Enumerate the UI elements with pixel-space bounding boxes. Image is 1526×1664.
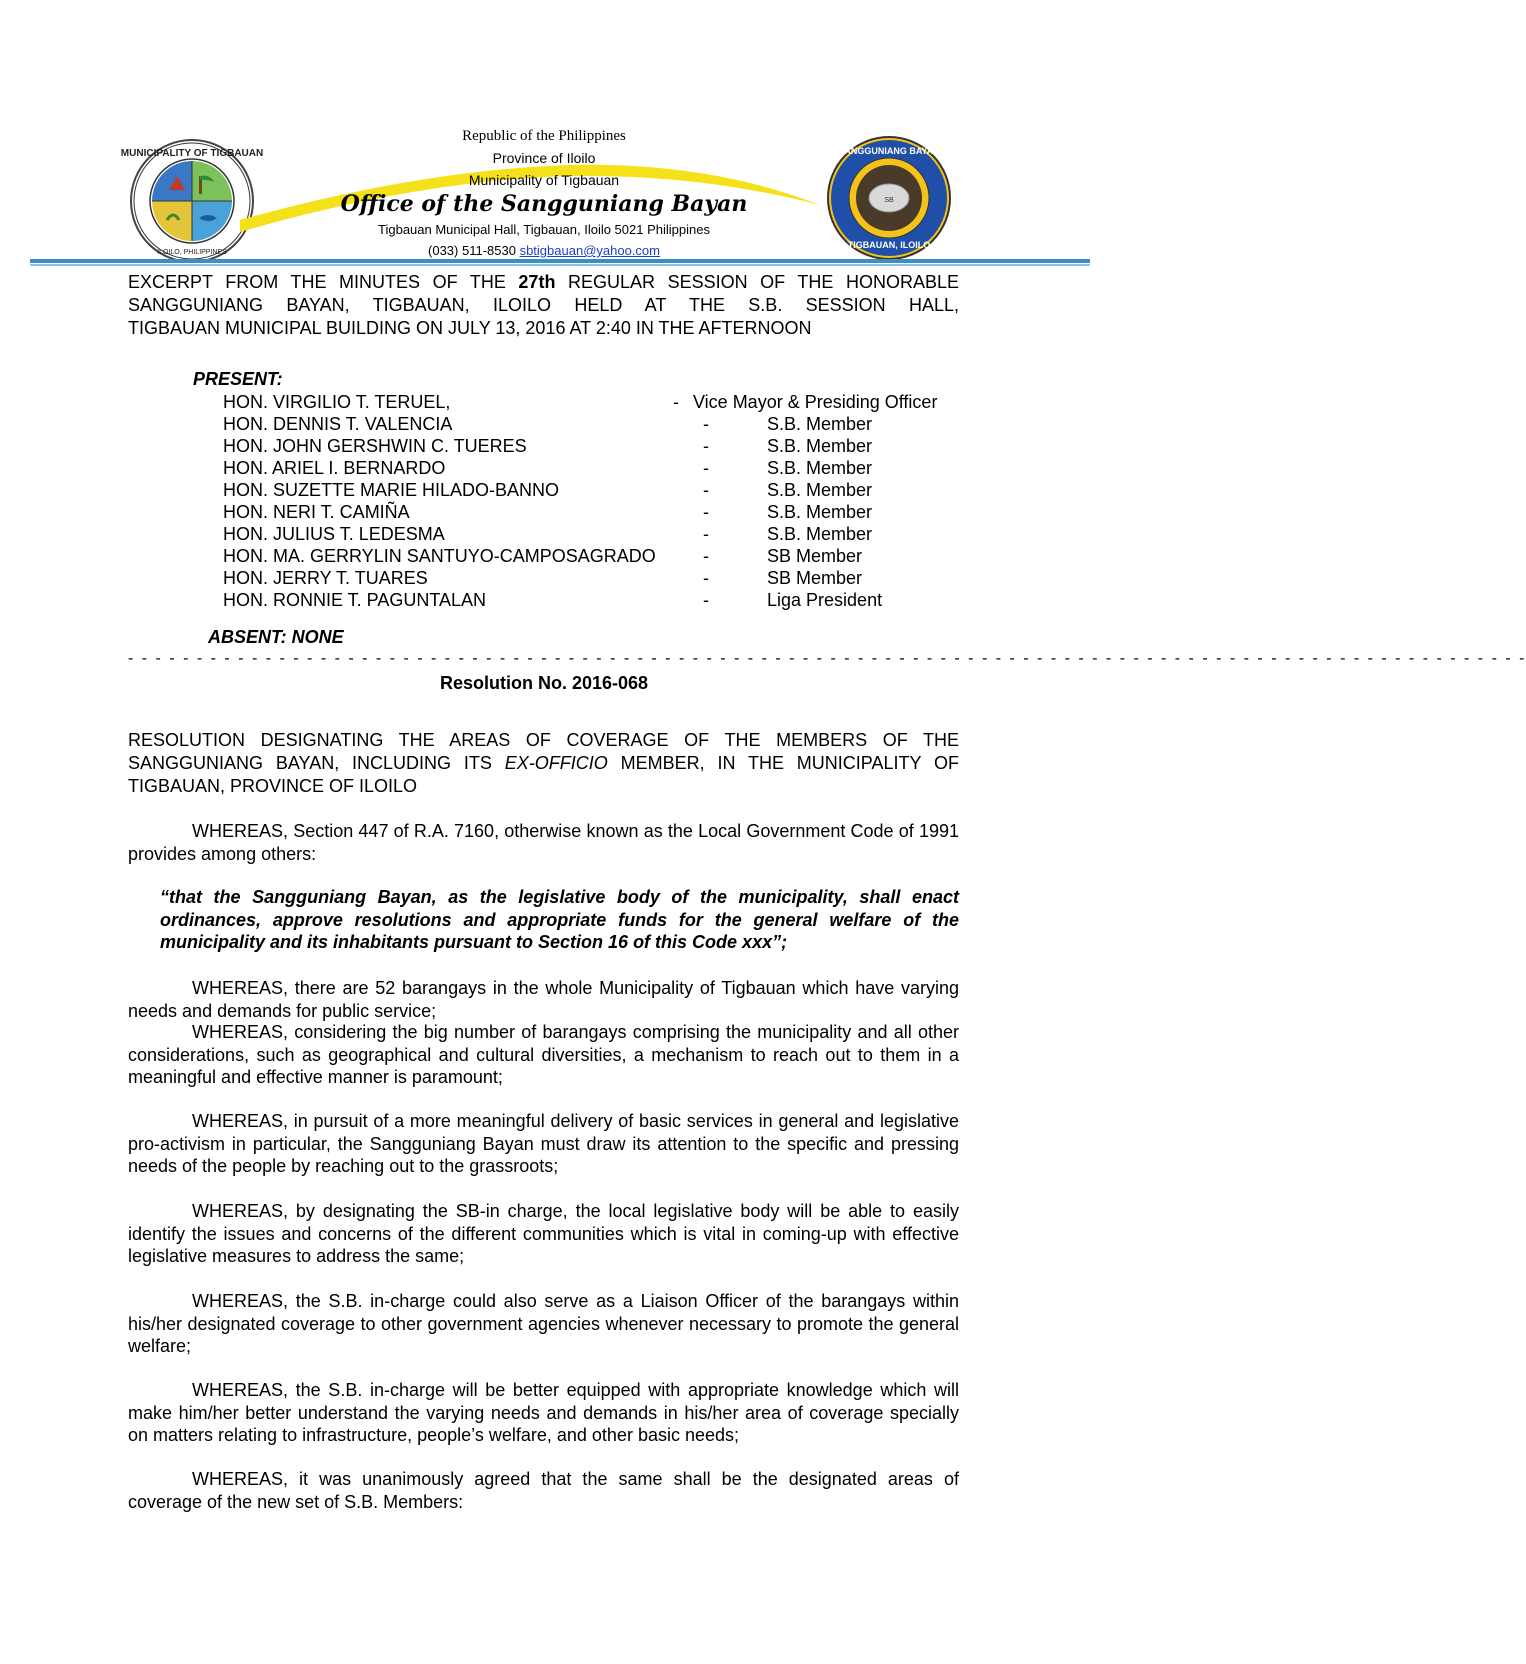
svg-text:SB: SB: [884, 197, 894, 204]
header-phone: (033) 511-8530: [428, 243, 516, 258]
member-role: SB Member: [767, 546, 863, 566]
member-name: HON. ARIEL I. BERNARDO: [223, 458, 446, 478]
member-role: Vice Mayor & Presiding Officer: [693, 392, 938, 412]
excerpt-line-1: [128, 271, 959, 294]
member-role: S.B. Member: [767, 480, 873, 500]
member-name: HON. JULIUS T. LEDESMA: [223, 524, 445, 544]
member-role: S.B. Member: [767, 524, 873, 544]
member-name: HON. JERRY T. TUARES: [223, 568, 428, 588]
svg-text:ILOILO, PHILIPPINES: ILOILO, PHILIPPINES: [157, 249, 227, 256]
member-name: HON. VIRGILIO T. TERUEL,: [223, 392, 451, 412]
resolution-number: Resolution No. 2016-068: [439, 673, 649, 693]
excerpt-line-2: SANGGUNIANG BAYAN, TIGBAUAN, ILOILO HELD AT THE S.B. SESSION HALL,: [128, 295, 959, 315]
member-role: S.B. Member: [767, 458, 873, 478]
dashed-separator: - - - - - - - - - - - - - - - - - - - - - - - - - - - - - - - - - - - - - - - - - - - - - - - - - - - - - - - - - - - - - - - - - - - - - - - - - - - - - - - - - - - - - - - - - - - - - - - - - - - - - -: [128, 650, 1526, 667]
member-dash: -: [703, 546, 709, 566]
member-dash: -: [703, 568, 709, 588]
member-name: HON. DENNIS T. VALENCIA: [223, 414, 453, 434]
member-name: HON. SUZETTE MARIE HILADO-BANNO: [223, 480, 560, 500]
member-role: S.B. Member: [767, 502, 873, 522]
whereas-clause-5: WHEREAS, by designating the SB-in charge, the local legislative body will be able to easily identify the issues and concerns of the different communities which is vital in coming-up with effective legislative measures to address the same;: [128, 1201, 959, 1266]
header-municipality: Municipality of Tigbauan: [468, 172, 620, 188]
member-name: HON. MA. GERRYLIN SANTUYO-CAMPOSAGRADO: [223, 546, 656, 566]
header-rule: [30, 259, 1090, 263]
member-role: S.B. Member: [767, 436, 873, 456]
svg-text:MUNICIPALITY OF TIGBAUAN: MUNICIPALITY OF TIGBAUAN: [120, 148, 264, 159]
resolution-title-emphasis: EX-OFFICIO: [504, 753, 608, 773]
quoted-provision: “that the Sangguniang Bayan, as the legislative body of the municipality, shall enact ordinances, approve resolutions and appropriate funds for the general welfare of the municipality and its inhabitants pursuant to Section 16 of this Code xxx”;: [160, 887, 959, 952]
member-row: [223, 590, 963, 612]
header-email-link[interactable]: sbtigbauan@yahoo.com: [519, 243, 660, 258]
member-row: [223, 414, 963, 436]
member-dash: -: [703, 590, 709, 610]
excerpt-line-3: TIGBAUAN MUNICIPAL BUILDING ON JULY 13, 2016 AT 2:40 IN THE AFTERNOON: [128, 318, 812, 338]
member-role: Liga President: [767, 590, 883, 610]
member-row: [223, 480, 963, 502]
excerpt-prefix: EXCERPT FROM THE MINUTES OF THE: [128, 272, 519, 292]
whereas-clause-1: WHEREAS, Section 447 of R.A. 7160, otherwise known as the Local Government Code of 1991 provides among others:: [128, 821, 959, 864]
header-rule-light: [30, 264, 1090, 266]
member-name: HON. RONNIE T. PAGUNTALAN: [223, 590, 487, 610]
absent-label: ABSENT: NONE: [208, 627, 344, 647]
member-dash: -: [703, 502, 709, 522]
member-row: [223, 392, 963, 414]
member-name: HON. NERI T. CAMIÑA: [223, 502, 410, 522]
header-province: Province of Iloilo: [492, 150, 596, 166]
whereas-clause-4: WHEREAS, in pursuit of a more meaningful delivery of basic services in general and legislative pro-activism in particular, the Sangguniang Bayan must draw its attention to the specific and pressing needs of the people by reaching out to the grassroots;: [128, 1111, 959, 1176]
member-dash: -: [703, 480, 709, 500]
header-republic: Republic of the Philippines: [462, 128, 626, 144]
whereas-clause-7: WHEREAS, the S.B. in-charge will be better equipped with appropriate knowledge which will make him/her better understand the varying needs and demands in his/her area of coverage specially on matters relating to infrastructure, people’s welfare, and other basic needs;: [128, 1380, 959, 1445]
member-row: [223, 458, 963, 480]
resolution-title-line-1: RESOLUTION DESIGNATING THE AREAS OF COVERAGE OF THE MEMBERS OF THE: [128, 730, 959, 750]
member-name: HON. JOHN GERSHWIN C. TUERES: [223, 436, 527, 456]
resolution-title-line-3: TIGBAUAN, PROVINCE OF ILOILO: [128, 776, 418, 796]
member-row: [223, 546, 963, 568]
resolution-title-part: MEMBER, IN THE MUNICIPALITY OF: [607, 753, 959, 773]
member-dash: -: [703, 436, 709, 456]
member-dash: -: [703, 524, 709, 544]
header-contact: [300, 243, 788, 258]
header-address: Tigbauan Municipal Hall, Tigbauan, Iloilo 5021 Philippines: [378, 222, 710, 237]
resolution-title-part: SANGGUNIANG BAYAN, INCLUDING ITS: [128, 753, 505, 773]
excerpt-session: 27th: [518, 272, 556, 292]
member-role: SB Member: [767, 568, 863, 588]
municipality-seal-logo: [120, 138, 264, 264]
member-row: [223, 436, 963, 458]
resolution-title-line-2: [128, 752, 959, 775]
sangguniang-bayan-seal-logo: [826, 135, 952, 261]
whereas-clause-6: WHEREAS, the S.B. in-charge could also serve as a Liaison Officer of the barangays within his/her designated coverage to other government agencies whenever necessary to promote the general welfare;: [128, 1291, 959, 1356]
svg-text:TIGBAUAN, ILOILO: TIGBAUAN, ILOILO: [847, 240, 931, 250]
whereas-clause-8: WHEREAS, it was unanimously agreed that the same shall be the designated areas of coverage of the new set of S.B. Members:: [128, 1469, 959, 1512]
member-dash: -: [673, 392, 679, 412]
member-dash: -: [703, 414, 709, 434]
excerpt-line1-rest: REGULAR SESSION OF THE HONORABLE: [555, 272, 959, 292]
member-role: S.B. Member: [767, 414, 873, 434]
svg-text:SANGGUNIANG BAYAN: SANGGUNIANG BAYAN: [838, 146, 940, 156]
member-row: [223, 568, 963, 590]
present-label: PRESENT:: [193, 369, 283, 389]
whereas-clause-2: WHEREAS, there are 52 barangays in the whole Municipality of Tigbauan which have varying needs and demands for public service;: [128, 978, 959, 1021]
member-row: [223, 524, 963, 546]
member-row: [223, 502, 963, 524]
whereas-clause-3: WHEREAS, considering the big number of barangays comprising the municipality and all other considerations, such as geographical and cultural diversities, a mechanism to reach out to them in a meaningful and effective manner is paramount;: [128, 1022, 959, 1087]
member-dash: -: [703, 458, 709, 478]
header-office-title: Office of the Sangguniang Bayan: [340, 191, 748, 217]
